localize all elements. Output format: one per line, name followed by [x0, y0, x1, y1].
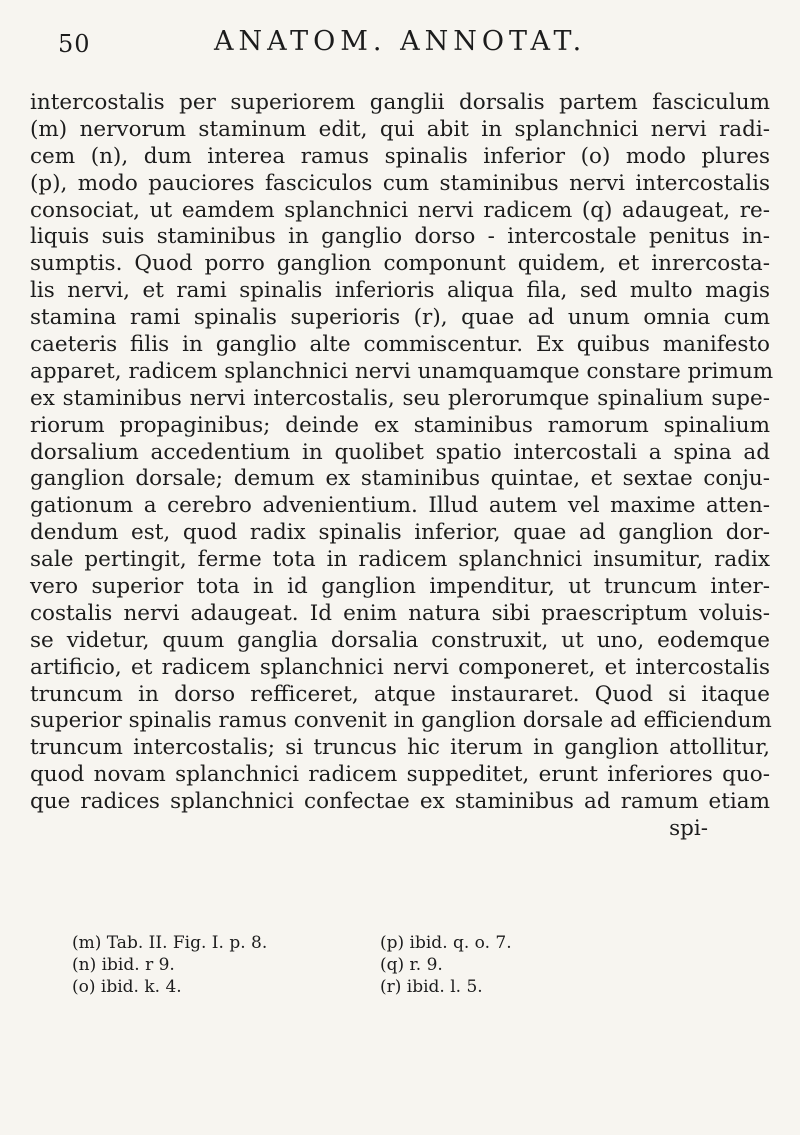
text-line: sale pertingit, ferme tota in radicem splanchnici insumitur, radix — [30, 547, 770, 573]
text-line: sumptis. Quod porro ganglion componunt quidem, et inrercosta- — [30, 251, 770, 277]
body-text — [30, 90, 774, 843]
text-line: intercostalis per superiorem ganglii dorsalis partem fasciculum — [30, 90, 770, 115]
text-line: ex staminibus nervi intercostalis, seu plerorumque spinalium supe- — [30, 385, 770, 411]
text-line: (p), modo pauciores fasciculos cum staminibus nervi intercostalis — [30, 170, 770, 196]
text-line: se videtur, quum ganglia dorsalia construxit, ut uno, eodemque — [30, 627, 770, 653]
footnote: (o) ibid. k. 4. — [72, 977, 182, 997]
text-line: lis nervi, et rami spinalis inferioris aliqua fila, sed multo magis — [30, 278, 770, 304]
text-line: quod novam splanchnici radicem suppeditet, erunt inferiores quo- — [30, 762, 770, 788]
footnote: (r) ibid. l. 5. — [380, 977, 483, 997]
catchword: spi- — [669, 816, 708, 842]
footnote: (p) ibid. q. o. 7. — [380, 933, 512, 953]
text-line: ganglion dorsale; demum ex staminibus quintae, et sextae conju- — [30, 466, 770, 492]
text-line: truncum intercostalis; si truncus hic iterum in ganglion attollitur, — [30, 735, 770, 761]
text-line: consociat, ut eamdem splanchnici nervi radicem (q) adaugeat, re- — [30, 197, 770, 223]
text-line: liquis suis staminibus in ganglio dorso - intercostale penitus in- — [30, 224, 770, 250]
text-line: cem (n), dum interea ramus spinalis inferior (o) modo plures — [30, 143, 770, 169]
footnotes-right-column — [380, 932, 580, 998]
text-line: riorum propaginibus; deinde ex staminibus ramorum spinalium — [30, 412, 770, 438]
text-line: superior spinalis ramus convenit in ganglion dorsale ad efficiendum — [30, 708, 772, 734]
text-line: costalis nervi adaugeat. Id enim natura sibi praescriptum voluis- — [30, 600, 770, 626]
text-line: dorsalium accedentium in quolibet spatio intercostali a spina ad — [30, 439, 770, 465]
text-line: apparet, radicem splanchnici nervi unamquamque constare primum — [30, 358, 774, 384]
text-line: que radices splanchnici confectae ex staminibus ad ramum etiam — [30, 789, 770, 815]
text-line: truncum in dorso refficeret, atque instauraret. Quod si itaque — [30, 681, 770, 707]
footnote: (m) Tab. II. Fig. I. p. 8. — [72, 933, 268, 953]
text-line: stamina rami spinalis superioris (r), quae ad unum omnia cum — [30, 305, 770, 331]
running-head: ANATOM. ANNOTAT. — [214, 26, 587, 57]
page-number: 50 — [58, 30, 91, 58]
text-line: artificio, et radicem splanchnici nervi componeret, et intercostalis — [30, 654, 770, 680]
text-line: caeteris filis in ganglio alte commiscentur. Ex quibus manifesto — [30, 332, 770, 358]
footnote: (q) r. 9. — [380, 955, 443, 975]
text-line: dendum est, quod radix spinalis inferior, quae ad ganglion dor- — [30, 520, 770, 546]
text-line: vero superior tota in id ganglion impenditur, ut truncum inter- — [30, 574, 770, 600]
text-line: (m) nervorum staminum edit, qui abit in splanchnici nervi radi- — [30, 116, 770, 142]
footnotes-left-column — [72, 932, 362, 998]
footnote: (n) ibid. r 9. — [72, 955, 175, 975]
text-line: gationum a cerebro advenientium. Illud autem vel maxime atten- — [30, 493, 770, 519]
